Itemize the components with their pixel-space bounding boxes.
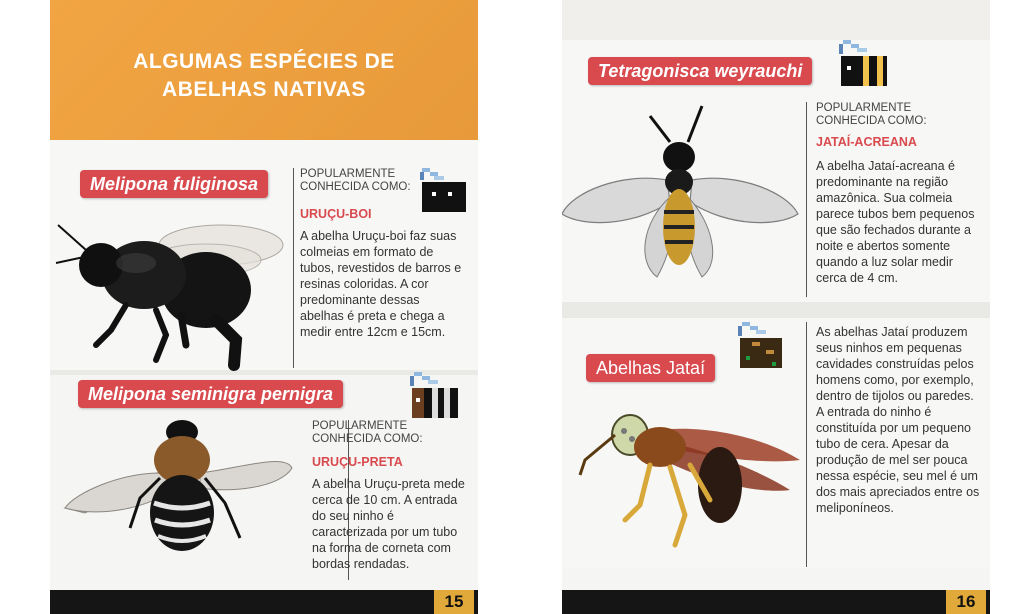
species-name-melipona-seminigra: Melipona seminigra pernigra bbox=[78, 380, 343, 408]
info-block-urucu-preta: POPULARMENTE CONHECIDA COMO: URUÇU-PRETA A abelha Uruçu-preta mede cerca de 10 cm. A entrada do seu ninho é caracterizada por um tubo na forma de corneta com bordas rendadas. bbox=[312, 420, 472, 572]
page-footer-bar bbox=[50, 590, 478, 614]
left-page bbox=[50, 0, 478, 614]
species-name-tetragonisca-weyrauchi: Tetragonisca weyrauchi bbox=[588, 57, 812, 85]
bee-illustration-urucu-preta bbox=[60, 418, 295, 583]
species-description: A abelha Uruçu-preta mede cerca de 10 cm. A entrada do seu ninho é caracterizada por um tubo na forma de corneta com bordas rendadas. bbox=[312, 477, 465, 571]
section-divider bbox=[562, 302, 990, 318]
info-block-abelhas-jatai bbox=[816, 324, 981, 516]
right-page bbox=[562, 0, 990, 614]
page-number: 16 bbox=[946, 590, 986, 614]
species-description: A abelha Uruçu-boi faz suas colmeias em formato de tubos, revestidos de barros e resinas coloridas. A cor predominante dessas abelhas é preta e chega a medir entre 12cm e 15cm. bbox=[300, 229, 462, 339]
bee-illustration-jatai bbox=[570, 405, 810, 565]
bee-illustration-jatai-acreana bbox=[562, 102, 802, 287]
section-band bbox=[562, 0, 990, 40]
pixel-bee-brown-icon bbox=[736, 322, 786, 372]
species-description: A abelha Jataí-acreana é predominante na região amazônica. Sua colmeia parece tubos bem pequenos que são fechados durante a noite e abertos somente quando a luz solar medir cerca de 4 cm. bbox=[816, 159, 975, 285]
info-block-jatai-acreana: POPULARMENTE CONHECIDA COMO: JATAÍ-ACREANA A abelha Jataí-acreana é predominante na região amazônica. Sua colmeia parece tubos bem pequenos que são fechados durante a noite e abertos somente quando a luz solar medir cerca de 4 cm. bbox=[816, 102, 981, 286]
species-description: As abelhas Jataí produzem seus ninhos em pequenas cavidades construídas pelos homens como, por exemplo, dentro de tijolos ou paredes. A entrada do ninho é constituída por um pequeno tubo de cera. Apesar da produção de mel ser pouca nessa espécie, seu mel é um dos mais apreciados entre os meliponíneos. bbox=[816, 325, 980, 515]
page-title: ALGUMAS ESPÉCIES DE ABELHAS NATIVAS bbox=[133, 50, 395, 101]
page-number: 15 bbox=[434, 590, 474, 614]
pixel-bee-stripe-icon bbox=[408, 372, 462, 422]
divider-line bbox=[806, 102, 807, 297]
page-footer-bar bbox=[562, 590, 990, 614]
header-banner bbox=[50, 0, 478, 140]
common-name: URUÇU-PRETA bbox=[312, 455, 403, 469]
species-name-melipona-fuliginosa: Melipona fuliginosa bbox=[80, 170, 268, 198]
bee-illustration-urucu-boi bbox=[56, 205, 296, 370]
divider-line bbox=[806, 322, 807, 567]
common-name: JATAÍ-ACREANA bbox=[816, 135, 917, 149]
pixel-bee-yellow-icon bbox=[837, 40, 891, 90]
info-block-urucu-boi: POPULARMENTE CONHECIDA COMO: URUÇU-BOI A abelha Uruçu-boi faz suas colmeias em formato de tubos, revestidos de barros e resinas coloridas. A cor predominante dessas abelhas é preta e chega a medir entre 12cm e 15cm. bbox=[300, 168, 465, 340]
species-name-abelhas-jatai: Abelhas Jataí bbox=[586, 354, 715, 382]
divider-line bbox=[293, 168, 294, 368]
common-name: URUÇU-BOI bbox=[300, 207, 372, 221]
